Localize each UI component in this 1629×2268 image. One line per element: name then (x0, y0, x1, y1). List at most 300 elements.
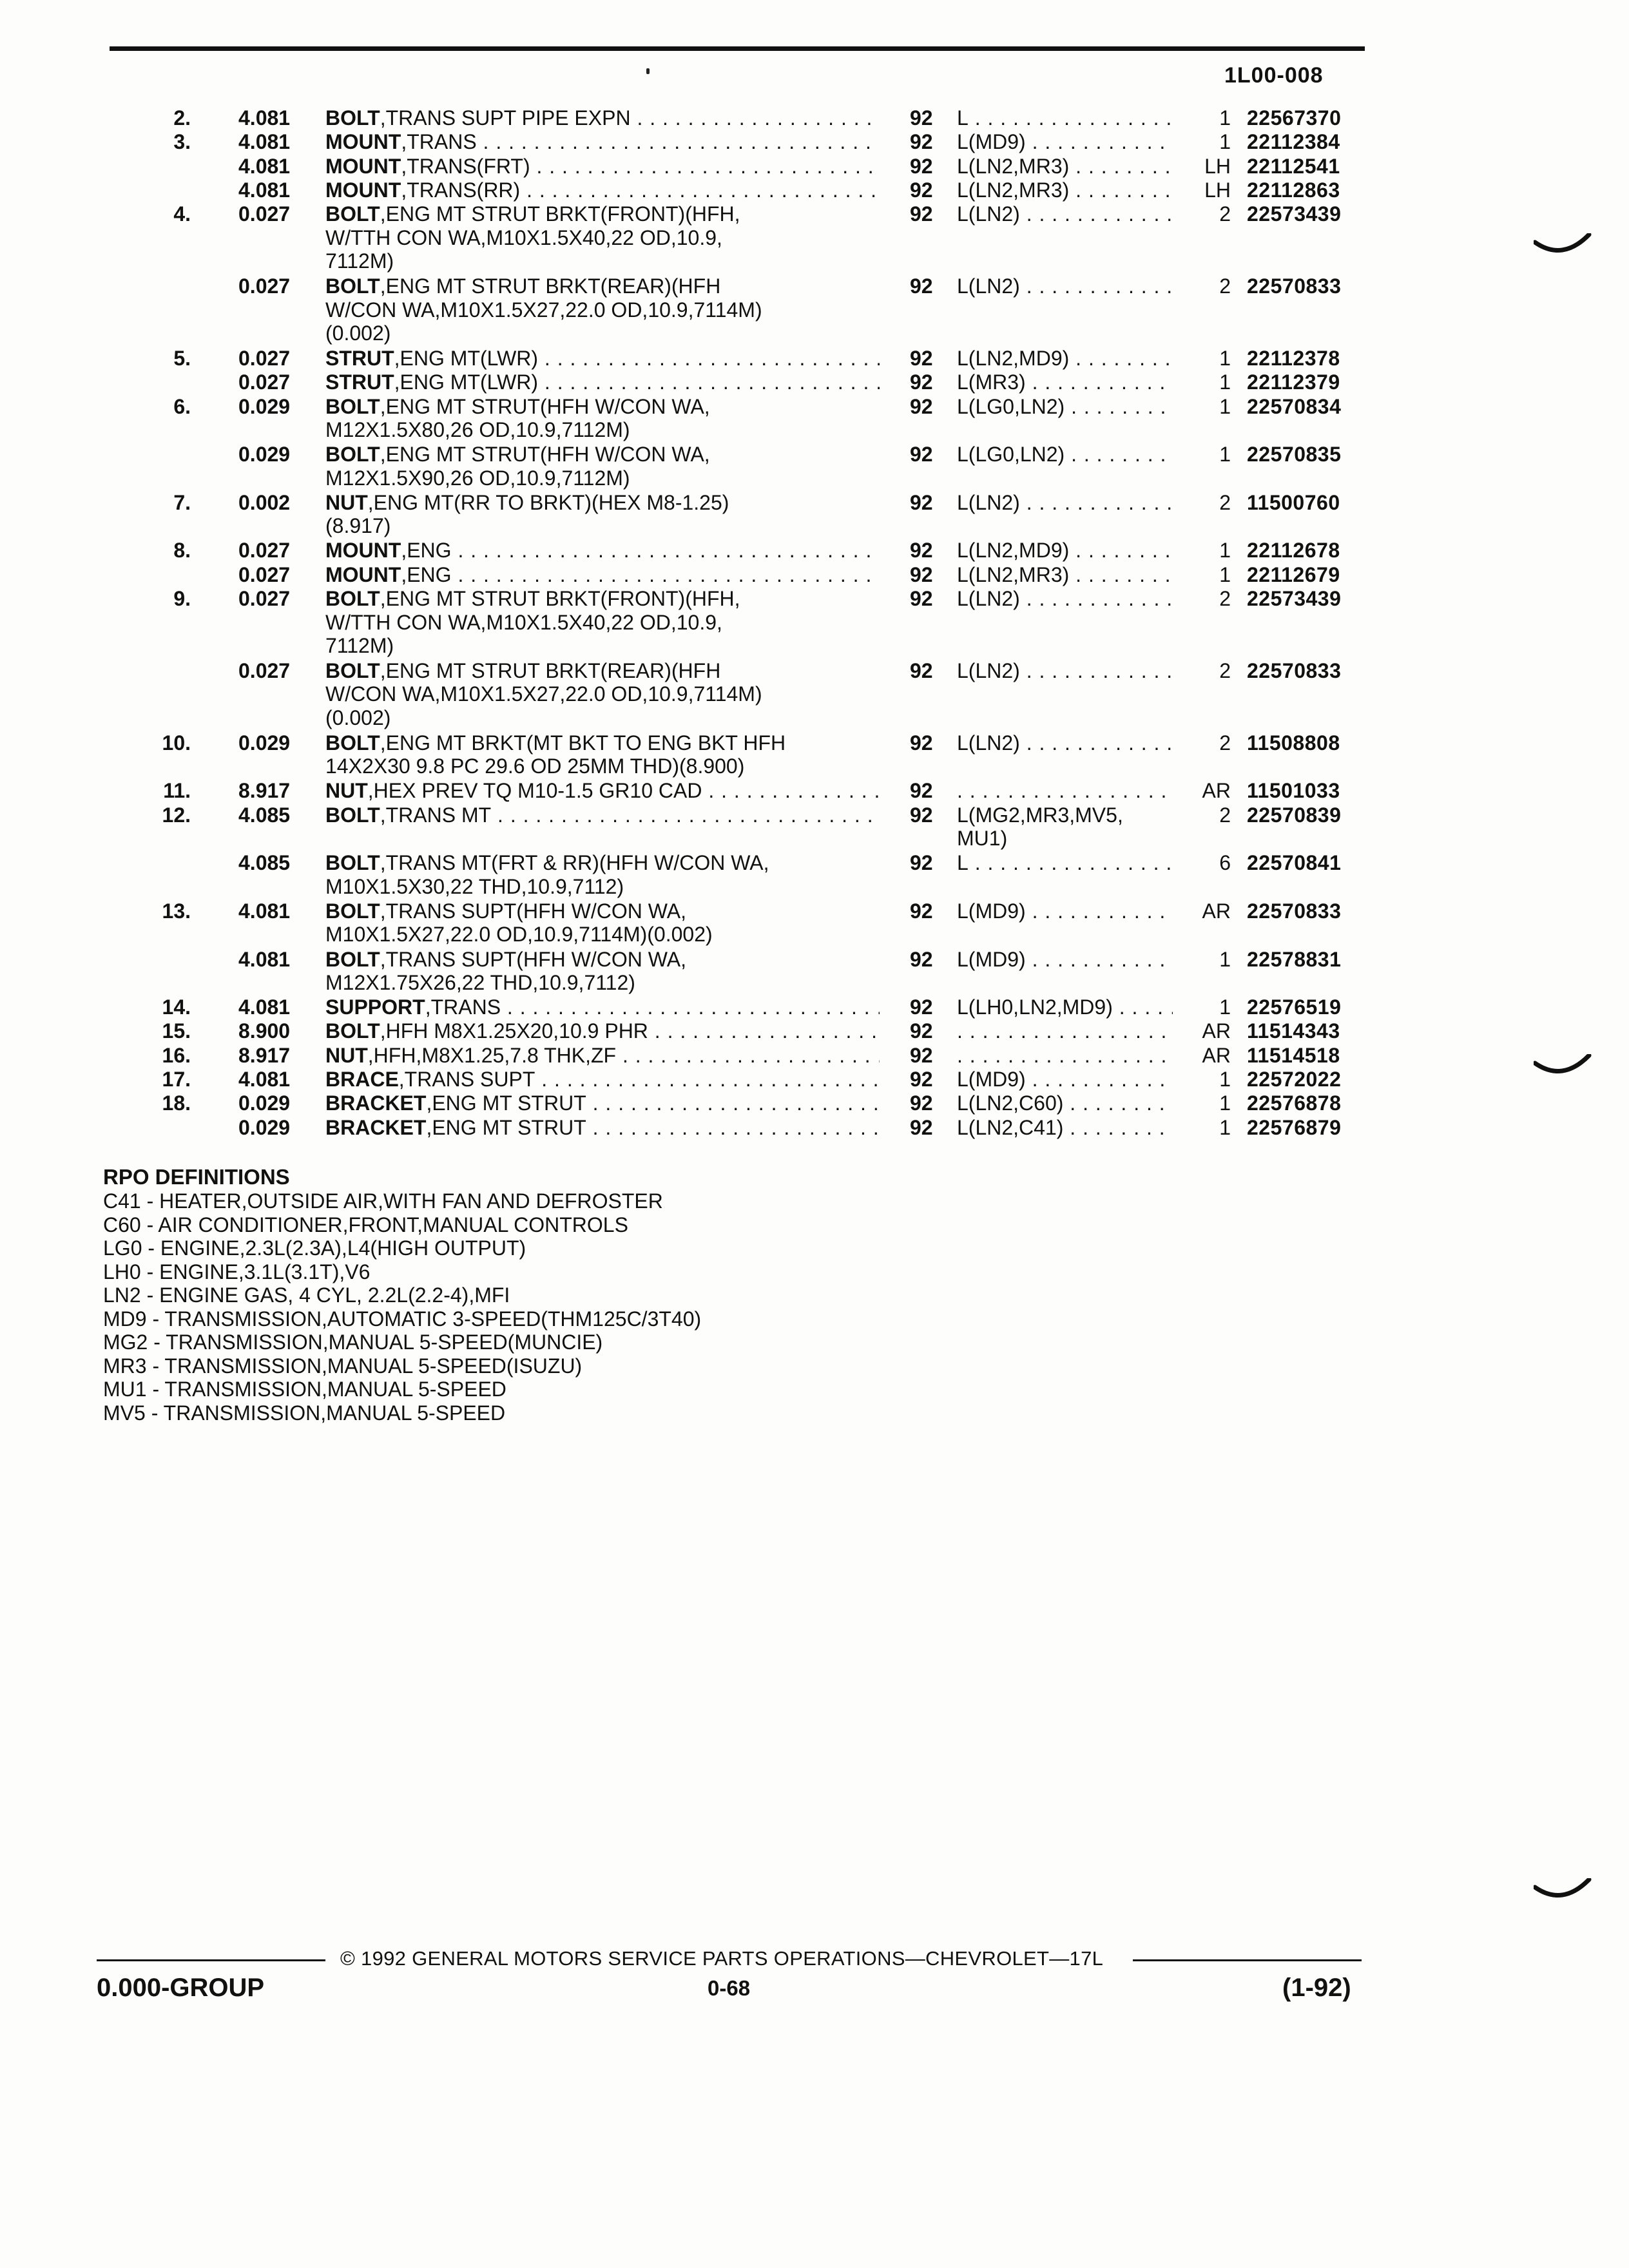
usage-code (957, 274, 1173, 298)
description-text: ,ENG MT STRUT BRKT(REAR)(HFH (380, 658, 721, 682)
model-year: 92 (910, 803, 933, 827)
item-key: 17. (162, 1068, 191, 1091)
description-line (325, 226, 880, 250)
part-description (325, 155, 880, 178)
description-line (325, 443, 880, 466)
part-name: BOLT (325, 106, 380, 130)
quantity: 1 (1219, 1115, 1231, 1139)
description-line (325, 106, 880, 130)
part-name: BOLT (325, 274, 380, 298)
model-year: 92 (910, 202, 933, 226)
rpo-definition: LG0 - ENGINE,2.3L(2.3A),L4(HIGH OUTPUT) (103, 1236, 526, 1260)
model-year: 92 (910, 443, 933, 466)
group-number: 0.027 (238, 539, 291, 562)
usage-line (957, 1019, 1173, 1043)
group-number: 0.029 (238, 1115, 291, 1139)
part-description (325, 370, 880, 394)
group-number: 0.027 (238, 347, 291, 370)
group-number: 0.027 (238, 587, 291, 610)
description-line (325, 249, 880, 273)
description-text: ,TRANS(FRT) (401, 154, 530, 178)
part-number: 22570833 (1247, 899, 1342, 923)
quantity: 1 (1219, 1091, 1231, 1115)
quantity: 1 (1219, 539, 1231, 562)
description-line (325, 659, 880, 683)
usage-code (957, 779, 1173, 803)
usage-line: L(LN2,MR3) . . . (957, 563, 1173, 587)
quantity: 2 (1219, 274, 1231, 298)
description-text: (0.002) (325, 322, 391, 345)
model-year: 92 (910, 490, 933, 514)
item-key: 2. (173, 106, 191, 130)
binder-hole-mark-middle (1534, 1054, 1592, 1080)
part-number: 22578831 (1247, 947, 1342, 971)
part-description (325, 539, 880, 562)
part-description (325, 347, 880, 370)
item-key: 18. (162, 1091, 191, 1115)
part-name: MOUNT (325, 154, 401, 178)
usage-line (957, 1044, 1173, 1068)
usage-line: L(LN2) . . . (957, 731, 1173, 755)
part-name: BOLT (325, 851, 380, 875)
description-text: ,ENG MT(RR TO BRKT)(HEX M8-1.25) (367, 490, 729, 514)
item-key: 9. (173, 587, 191, 610)
rpo-definition: MG2 - TRANSMISSION,MANUAL 5-SPEED(MUNCIE) (103, 1331, 603, 1354)
model-year: 92 (910, 587, 933, 610)
description-text: ,ENG MT(LWR) (394, 347, 539, 370)
binder-hole-mark-top (1534, 233, 1592, 259)
description-line (325, 491, 880, 515)
group-number: 8.900 (238, 1019, 291, 1043)
model-year: 92 (910, 178, 933, 202)
description-line (325, 803, 880, 827)
part-number: 22112384 (1247, 130, 1340, 154)
part-name: BOLT (325, 731, 380, 754)
usage-code (957, 1019, 1173, 1043)
usage-line: L . . . (957, 106, 1173, 130)
description-text: M10X1.5X27,22.0 OD,10.9,7114M)(0.002) (325, 923, 713, 947)
usage-code (957, 491, 1173, 515)
part-number: 11500760 (1247, 490, 1340, 514)
group-label: 0.000-GROUP (97, 1974, 265, 2002)
part-number: 11514343 (1247, 1019, 1340, 1043)
description-line (325, 155, 880, 178)
item-key: 7. (173, 490, 191, 514)
group-number: 4.081 (238, 1068, 291, 1091)
description-line (325, 514, 880, 538)
model-year: 92 (910, 154, 933, 178)
description-text: ,TRANS SUPT (398, 1068, 535, 1091)
part-description (325, 395, 880, 442)
part-description (325, 803, 880, 827)
description-line (325, 1068, 880, 1091)
description-line (325, 731, 880, 755)
description-line (325, 322, 880, 345)
part-name: SUPPORT (325, 995, 425, 1019)
description-line (325, 563, 880, 587)
usage-code (957, 851, 1173, 875)
part-name: BRACKET (325, 1091, 427, 1115)
model-year: 92 (910, 1019, 933, 1043)
quantity: 2 (1219, 731, 1231, 754)
group-number: 4.085 (238, 803, 291, 827)
description-text: M12X1.75X26,22 THD,10.9,7112) (325, 971, 635, 994)
usage-line: L(LN2,MD9) . . . (957, 347, 1173, 370)
part-name: BRACKET (325, 1115, 427, 1139)
description-line (325, 923, 880, 947)
usage-code (957, 995, 1173, 1019)
group-number: 4.081 (238, 178, 291, 202)
part-name: STRUT (325, 347, 394, 370)
part-number: 22570833 (1247, 274, 1342, 298)
description-text: W/CON WA,M10X1.5X27,22.0 OD,10.9,7114M) (325, 298, 762, 322)
quantity: 1 (1219, 995, 1231, 1019)
description-line (325, 779, 880, 803)
description-text: ,TRANS (425, 995, 501, 1019)
item-key: 3. (173, 130, 191, 154)
quantity: 2 (1219, 658, 1231, 682)
description-text: ,ENG MT STRUT (426, 1091, 586, 1115)
usage-line: L(LG0,LN2) . . . (957, 443, 1173, 466)
description-text: ,TRANS MT (380, 803, 492, 827)
item-key: 10. (162, 731, 191, 754)
description-text: 7112M) (325, 249, 394, 273)
model-year: 92 (910, 562, 933, 586)
footer-rule-left (97, 1959, 325, 1961)
part-number: 22570835 (1247, 443, 1342, 466)
model-year: 92 (910, 995, 933, 1019)
item-key: 5. (173, 347, 191, 370)
usage-code (957, 178, 1173, 202)
usage-code (957, 370, 1173, 394)
quantity: AR (1202, 779, 1231, 803)
part-description (325, 1044, 880, 1068)
usage-line: L . . . (957, 851, 1173, 875)
model-year: 92 (910, 779, 933, 803)
quantity: AR (1202, 899, 1231, 923)
rpo-definition: MV5 - TRANSMISSION,MANUAL 5-SPEED (103, 1401, 506, 1425)
group-number: 4.081 (238, 154, 291, 178)
part-description (325, 1019, 880, 1043)
usage-line: L(LN2) . . . (957, 491, 1173, 515)
rpo-definition: MU1 - TRANSMISSION,MANUAL 5-SPEED (103, 1378, 506, 1401)
description-text: ,TRANS MT(FRT & RR)(HFH W/CON WA, (380, 851, 769, 875)
quantity: 1 (1219, 394, 1231, 418)
part-name: NUT (325, 1043, 368, 1067)
group-number: 0.029 (238, 394, 291, 418)
part-description (325, 851, 880, 898)
quantity: 1 (1219, 947, 1231, 971)
quantity: 1 (1219, 106, 1231, 130)
usage-code (957, 1116, 1173, 1140)
part-number: 22573439 (1247, 587, 1342, 610)
model-year: 92 (910, 106, 933, 130)
copyright-line: © 1992 GENERAL MOTORS SERVICE PARTS OPERATIONS—CHEVROLET—17L (340, 1947, 1104, 1970)
usage-line: L(LH0,LN2,MD9) . . . (957, 995, 1173, 1019)
description-line (325, 611, 880, 635)
part-name: MOUNT (325, 130, 401, 154)
group-number: 4.081 (238, 947, 291, 971)
model-year: 92 (910, 370, 933, 394)
rpo-title: RPO DEFINITIONS (103, 1165, 290, 1189)
description-line (325, 202, 880, 226)
quantity: LH (1204, 178, 1231, 202)
description-text: M12X1.5X90,26 OD,10.9,7112M) (325, 466, 630, 490)
quantity: 1 (1219, 370, 1231, 394)
part-description (325, 563, 880, 587)
item-key: 4. (173, 202, 191, 226)
description-text: ,ENG (401, 539, 452, 562)
part-number: 22576879 (1247, 1115, 1342, 1139)
part-description (325, 106, 880, 130)
description-line (325, 347, 880, 370)
part-description (325, 779, 880, 803)
usage-line: L(MD9) . . . (957, 899, 1173, 923)
quantity: 2 (1219, 587, 1231, 610)
rpo-definition: MR3 - TRANSMISSION,MANUAL 5-SPEED(ISUZU) (103, 1354, 583, 1378)
item-key: 16. (162, 1043, 191, 1067)
quantity: 2 (1219, 803, 1231, 827)
description-line (325, 587, 880, 611)
model-year: 92 (910, 851, 933, 875)
part-number: 22570841 (1247, 851, 1342, 875)
group-number: 0.027 (238, 202, 291, 226)
description-line (325, 875, 880, 899)
part-name: BOLT (325, 394, 380, 418)
usage-line: L(LN2,MD9) . . . (957, 539, 1173, 562)
part-name: MOUNT (325, 562, 401, 586)
description-line (325, 418, 880, 442)
quantity: 1 (1219, 1068, 1231, 1091)
part-description (325, 948, 880, 995)
description-text: ,ENG (401, 562, 452, 586)
part-number: 22567370 (1247, 106, 1342, 130)
part-number: 22112541 (1247, 154, 1340, 178)
usage-line: L(LN2,C41) . . . (957, 1116, 1173, 1140)
item-key: 11. (163, 779, 191, 803)
usage-code (957, 899, 1173, 923)
part-number: 22572022 (1247, 1068, 1342, 1091)
group-number: 0.027 (238, 562, 291, 586)
model-year: 92 (910, 658, 933, 682)
description-text: ,ENG MT(LWR) (394, 370, 539, 394)
description-text: (8.917) (325, 514, 391, 538)
part-number: 22570833 (1247, 658, 1342, 682)
usage-code (957, 1044, 1173, 1068)
description-text: ,ENG MT BRKT(MT BKT TO ENG BKT HFH (380, 731, 786, 754)
usage-line: L(LN2) . . . (957, 659, 1173, 683)
part-name: NUT (325, 490, 368, 514)
part-number: 22573439 (1247, 202, 1342, 226)
part-name: BOLT (325, 1019, 380, 1043)
group-number: 0.029 (238, 1091, 291, 1115)
quantity: AR (1202, 1043, 1231, 1067)
item-key: 8. (173, 539, 191, 562)
part-number: 11514518 (1247, 1043, 1340, 1067)
part-number: 22112379 (1247, 370, 1340, 394)
item-key: 12. (162, 803, 191, 827)
group-number: 8.917 (238, 1043, 291, 1067)
quantity: 6 (1219, 851, 1231, 875)
rpo-definition: LN2 - ENGINE GAS, 4 CYL, 2.2L(2.2-4),MFI (103, 1283, 510, 1307)
part-name: BOLT (325, 899, 380, 923)
description-line (325, 466, 880, 490)
part-number: 22112678 (1247, 539, 1340, 562)
part-name: NUT (325, 779, 368, 803)
description-line (325, 634, 880, 658)
usage-line: L(MG2,MR3,MV5, (957, 803, 1123, 827)
part-number: 22576878 (1247, 1091, 1342, 1115)
description-text: W/TTH CON WA,M10X1.5X40,22 OD,10.9, (325, 226, 722, 249)
part-name: BOLT (325, 587, 380, 610)
part-description (325, 899, 880, 947)
item-key: 15. (162, 1019, 191, 1043)
group-number: 4.085 (238, 851, 291, 875)
part-number: 22570834 (1247, 394, 1342, 418)
part-name: BOLT (325, 443, 380, 466)
description-text: ,ENG MT STRUT(HFH W/CON WA, (380, 443, 710, 466)
usage-code (957, 587, 1173, 611)
quantity: 1 (1219, 562, 1231, 586)
usage-line: L(MD9) . . . (957, 130, 1173, 154)
date-code: (1-92) (1282, 1974, 1351, 2002)
description-text: ,TRANS (401, 130, 477, 154)
page-number: 0-68 (708, 1976, 751, 2000)
model-year: 92 (910, 1068, 933, 1091)
usage-code (957, 395, 1173, 419)
model-year: 92 (910, 539, 933, 562)
usage-code (957, 130, 1173, 154)
part-number: 22112378 (1247, 347, 1340, 370)
description-text: ,TRANS(RR) (401, 178, 521, 202)
group-number: 0.029 (238, 731, 291, 754)
usage-code (957, 106, 1173, 130)
group-number: 8.917 (238, 779, 291, 803)
usage-line: L(LN2) . . . (957, 202, 1173, 226)
description-line (325, 370, 880, 394)
part-name: MOUNT (325, 539, 401, 562)
description-text: 14X2X30 9.8 PC 29.6 OD 25MM THD)(8.900) (325, 754, 745, 778)
model-year: 92 (910, 1115, 933, 1139)
description-line (325, 754, 880, 778)
description-text: ,ENG MT STRUT (426, 1115, 586, 1139)
group-number: 4.081 (238, 130, 291, 154)
part-description (325, 1091, 880, 1115)
part-name: BOLT (325, 947, 380, 971)
header-tick-mark (646, 68, 650, 74)
description-text: ,TRANS SUPT(HFH W/CON WA, (380, 899, 686, 923)
part-number: 11501033 (1247, 779, 1340, 803)
model-year: 92 (910, 899, 933, 923)
group-number: 0.002 (238, 490, 291, 514)
description-line (325, 539, 880, 562)
quantity: 2 (1219, 490, 1231, 514)
model-year: 92 (910, 1091, 933, 1115)
usage-line: L(MD9) . . . (957, 1068, 1173, 1091)
description-line (325, 395, 880, 419)
description-line (325, 1091, 880, 1115)
top-rule (110, 46, 1365, 51)
part-name: BOLT (325, 202, 380, 226)
group-number: 0.029 (238, 443, 291, 466)
part-number: 22576519 (1247, 995, 1342, 1019)
footer-rule-right (1133, 1959, 1362, 1961)
part-name: BRACE (325, 1068, 399, 1091)
description-line (325, 274, 880, 298)
item-key: 13. (162, 899, 191, 923)
usage-code (957, 563, 1173, 587)
usage-code (957, 443, 1173, 466)
usage-code (957, 803, 1173, 850)
usage-line (957, 779, 1173, 803)
rpo-definition: C60 - AIR CONDITIONER,FRONT,MANUAL CONTROLS (103, 1213, 628, 1236)
quantity: 1 (1219, 130, 1231, 154)
description-line (325, 706, 880, 730)
usage-line: L(LN2) . . . (957, 274, 1173, 298)
part-description (325, 491, 880, 538)
usage-line: L(LN2,MR3) . . . (957, 178, 1173, 202)
model-year: 92 (910, 347, 933, 370)
part-description (325, 274, 880, 345)
usage-line: L(MR3) . . . (957, 370, 1173, 394)
quantity: AR (1202, 1019, 1231, 1043)
group-number: 4.081 (238, 106, 291, 130)
description-line (325, 1116, 880, 1140)
usage-line: MU1) (957, 827, 1008, 850)
usage-code (957, 1068, 1173, 1091)
item-key: 14. (162, 995, 191, 1019)
description-text: M12X1.5X80,26 OD,10.9,7112M) (325, 418, 630, 442)
description-text: W/CON WA,M10X1.5X27,22.0 OD,10.9,7114M) (325, 682, 762, 706)
model-year: 92 (910, 1043, 933, 1067)
usage-line: L(MD9) . . . (957, 948, 1173, 972)
part-description (325, 443, 880, 490)
model-year: 92 (910, 274, 933, 298)
quantity: 2 (1219, 202, 1231, 226)
description-line (325, 1044, 880, 1068)
description-line (325, 948, 880, 972)
model-year: 92 (910, 130, 933, 154)
part-description (325, 202, 880, 273)
description-text: ,HFH,M8X1.25,7.8 THK,ZF (367, 1043, 617, 1067)
description-text: ,ENG MT STRUT BRKT(REAR)(HFH (380, 274, 721, 298)
description-text: ,ENG MT STRUT BRKT(FRONT)(HFH, (380, 587, 740, 610)
description-line (325, 899, 880, 923)
page-id: 1L00-008 (1224, 63, 1324, 88)
description-text: ,TRANS SUPT PIPE EXPN (380, 106, 631, 130)
usage-code (957, 347, 1173, 370)
binder-hole-mark-bottom (1534, 1878, 1592, 1904)
part-name: MOUNT (325, 178, 401, 202)
part-description (325, 659, 880, 730)
part-description (325, 178, 880, 202)
usage-code (957, 731, 1173, 755)
part-description (325, 1068, 880, 1091)
description-line (325, 995, 880, 1019)
rpo-definition: LH0 - ENGINE,3.1L(3.1T),V6 (103, 1260, 371, 1283)
description-text: ,HFH M8X1.25X20,10.9 PHR (380, 1019, 648, 1043)
rpo-definition: MD9 - TRANSMISSION,AUTOMATIC 3-SPEED(THM125C/3T40) (103, 1307, 702, 1331)
usage-code (957, 155, 1173, 178)
part-number: 22112863 (1247, 178, 1340, 202)
usage-line: L(LG0,LN2) . . . (957, 395, 1173, 419)
description-line (325, 851, 880, 875)
usage-line: L(LN2) . . . (957, 587, 1173, 611)
usage-line: L(LN2,MR3) . . . (957, 155, 1173, 178)
part-name: STRUT (325, 370, 394, 394)
group-number: 4.081 (238, 995, 291, 1019)
usage-code (957, 1091, 1173, 1115)
